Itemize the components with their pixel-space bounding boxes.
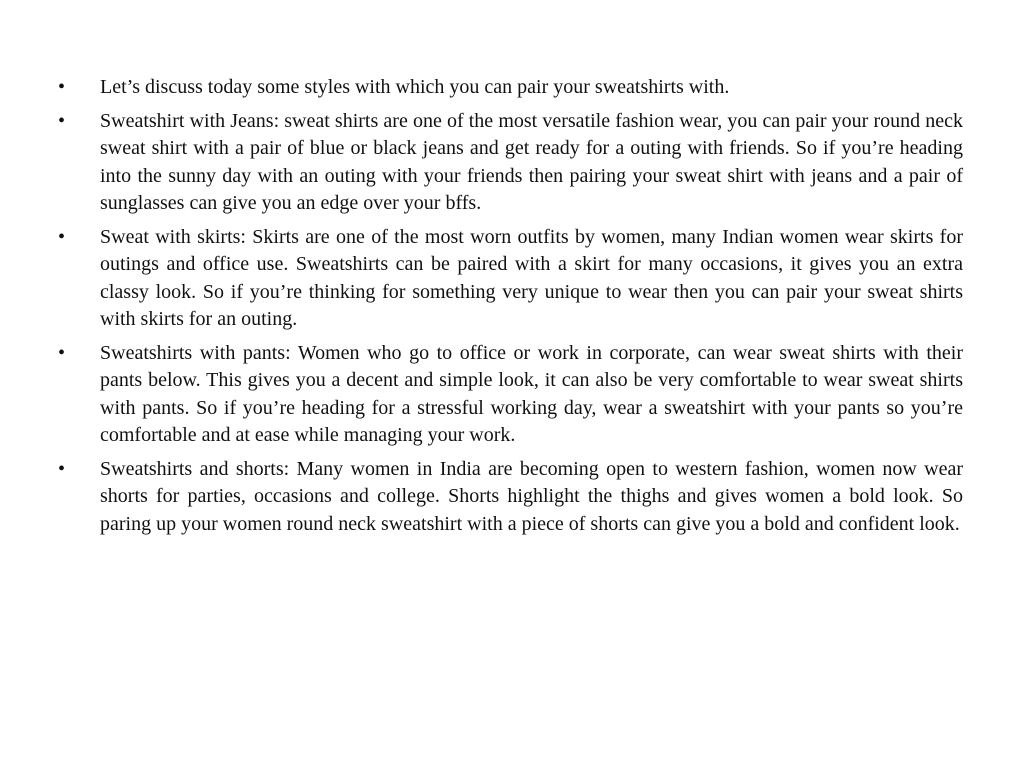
bullet-text: Sweat with skirts: Skirts are one of the most worn outfits by women, many Indian women wear skirts for outings and office use. Sweatshirts can be paired with a skirt for many occasions, it gives you an extra classy look. So if you’re thinking for something very unique to wear then you can pair your sweat shirts with skirts for an outing. bbox=[100, 225, 963, 330]
bullet-icon: • bbox=[58, 76, 66, 98]
bullet-text: Sweatshirt with Jeans: sweat shirts are one of the most versatile fashion wear, you can pair your round neck sweat shirt with a pair of blue or black jeans and get ready for a outing with friends. So if you’re heading into the sunny day with an outing with your friends then pairing your sweat shirt with jeans and a pair of sunglasses can give you an edge over your bffs. bbox=[100, 109, 963, 214]
bullet-icon: • bbox=[58, 341, 66, 364]
bullet-item-intro bbox=[56, 74, 963, 102]
bullet-icon: • bbox=[58, 109, 66, 132]
bullet-text: Sweatshirts and shorts: Many women in India are becoming open to western fashion, women now wear shorts for parties, occasions and college. Shorts highlight the thighs and gives women a bold look. So paring up your women round neck sweatshirt with a piece of shorts can give you a bold and confident look. bbox=[100, 457, 963, 535]
bullet-item-jeans bbox=[56, 108, 963, 218]
bullet-item-pants bbox=[56, 340, 963, 450]
bullet-list bbox=[56, 74, 963, 544]
bullet-text: Sweatshirts with pants: Women who go to office or work in corporate, can wear sweat shirts with their pants below. This gives you a decent and simple look, it can also be very comfortable to wear sweat shirts with pants. So if you’re heading for a stressful working day, wear a sweatshirt with your pants so you’re comfortable and at ease while managing your work. bbox=[100, 341, 963, 446]
bullet-item-shorts bbox=[56, 456, 963, 539]
bullet-icon: • bbox=[58, 225, 66, 248]
bullet-icon: • bbox=[58, 457, 66, 480]
bullet-item-skirts bbox=[56, 224, 963, 334]
bullet-text: Let’s discuss today some styles with which you can pair your sweatshirts with. bbox=[100, 76, 730, 98]
